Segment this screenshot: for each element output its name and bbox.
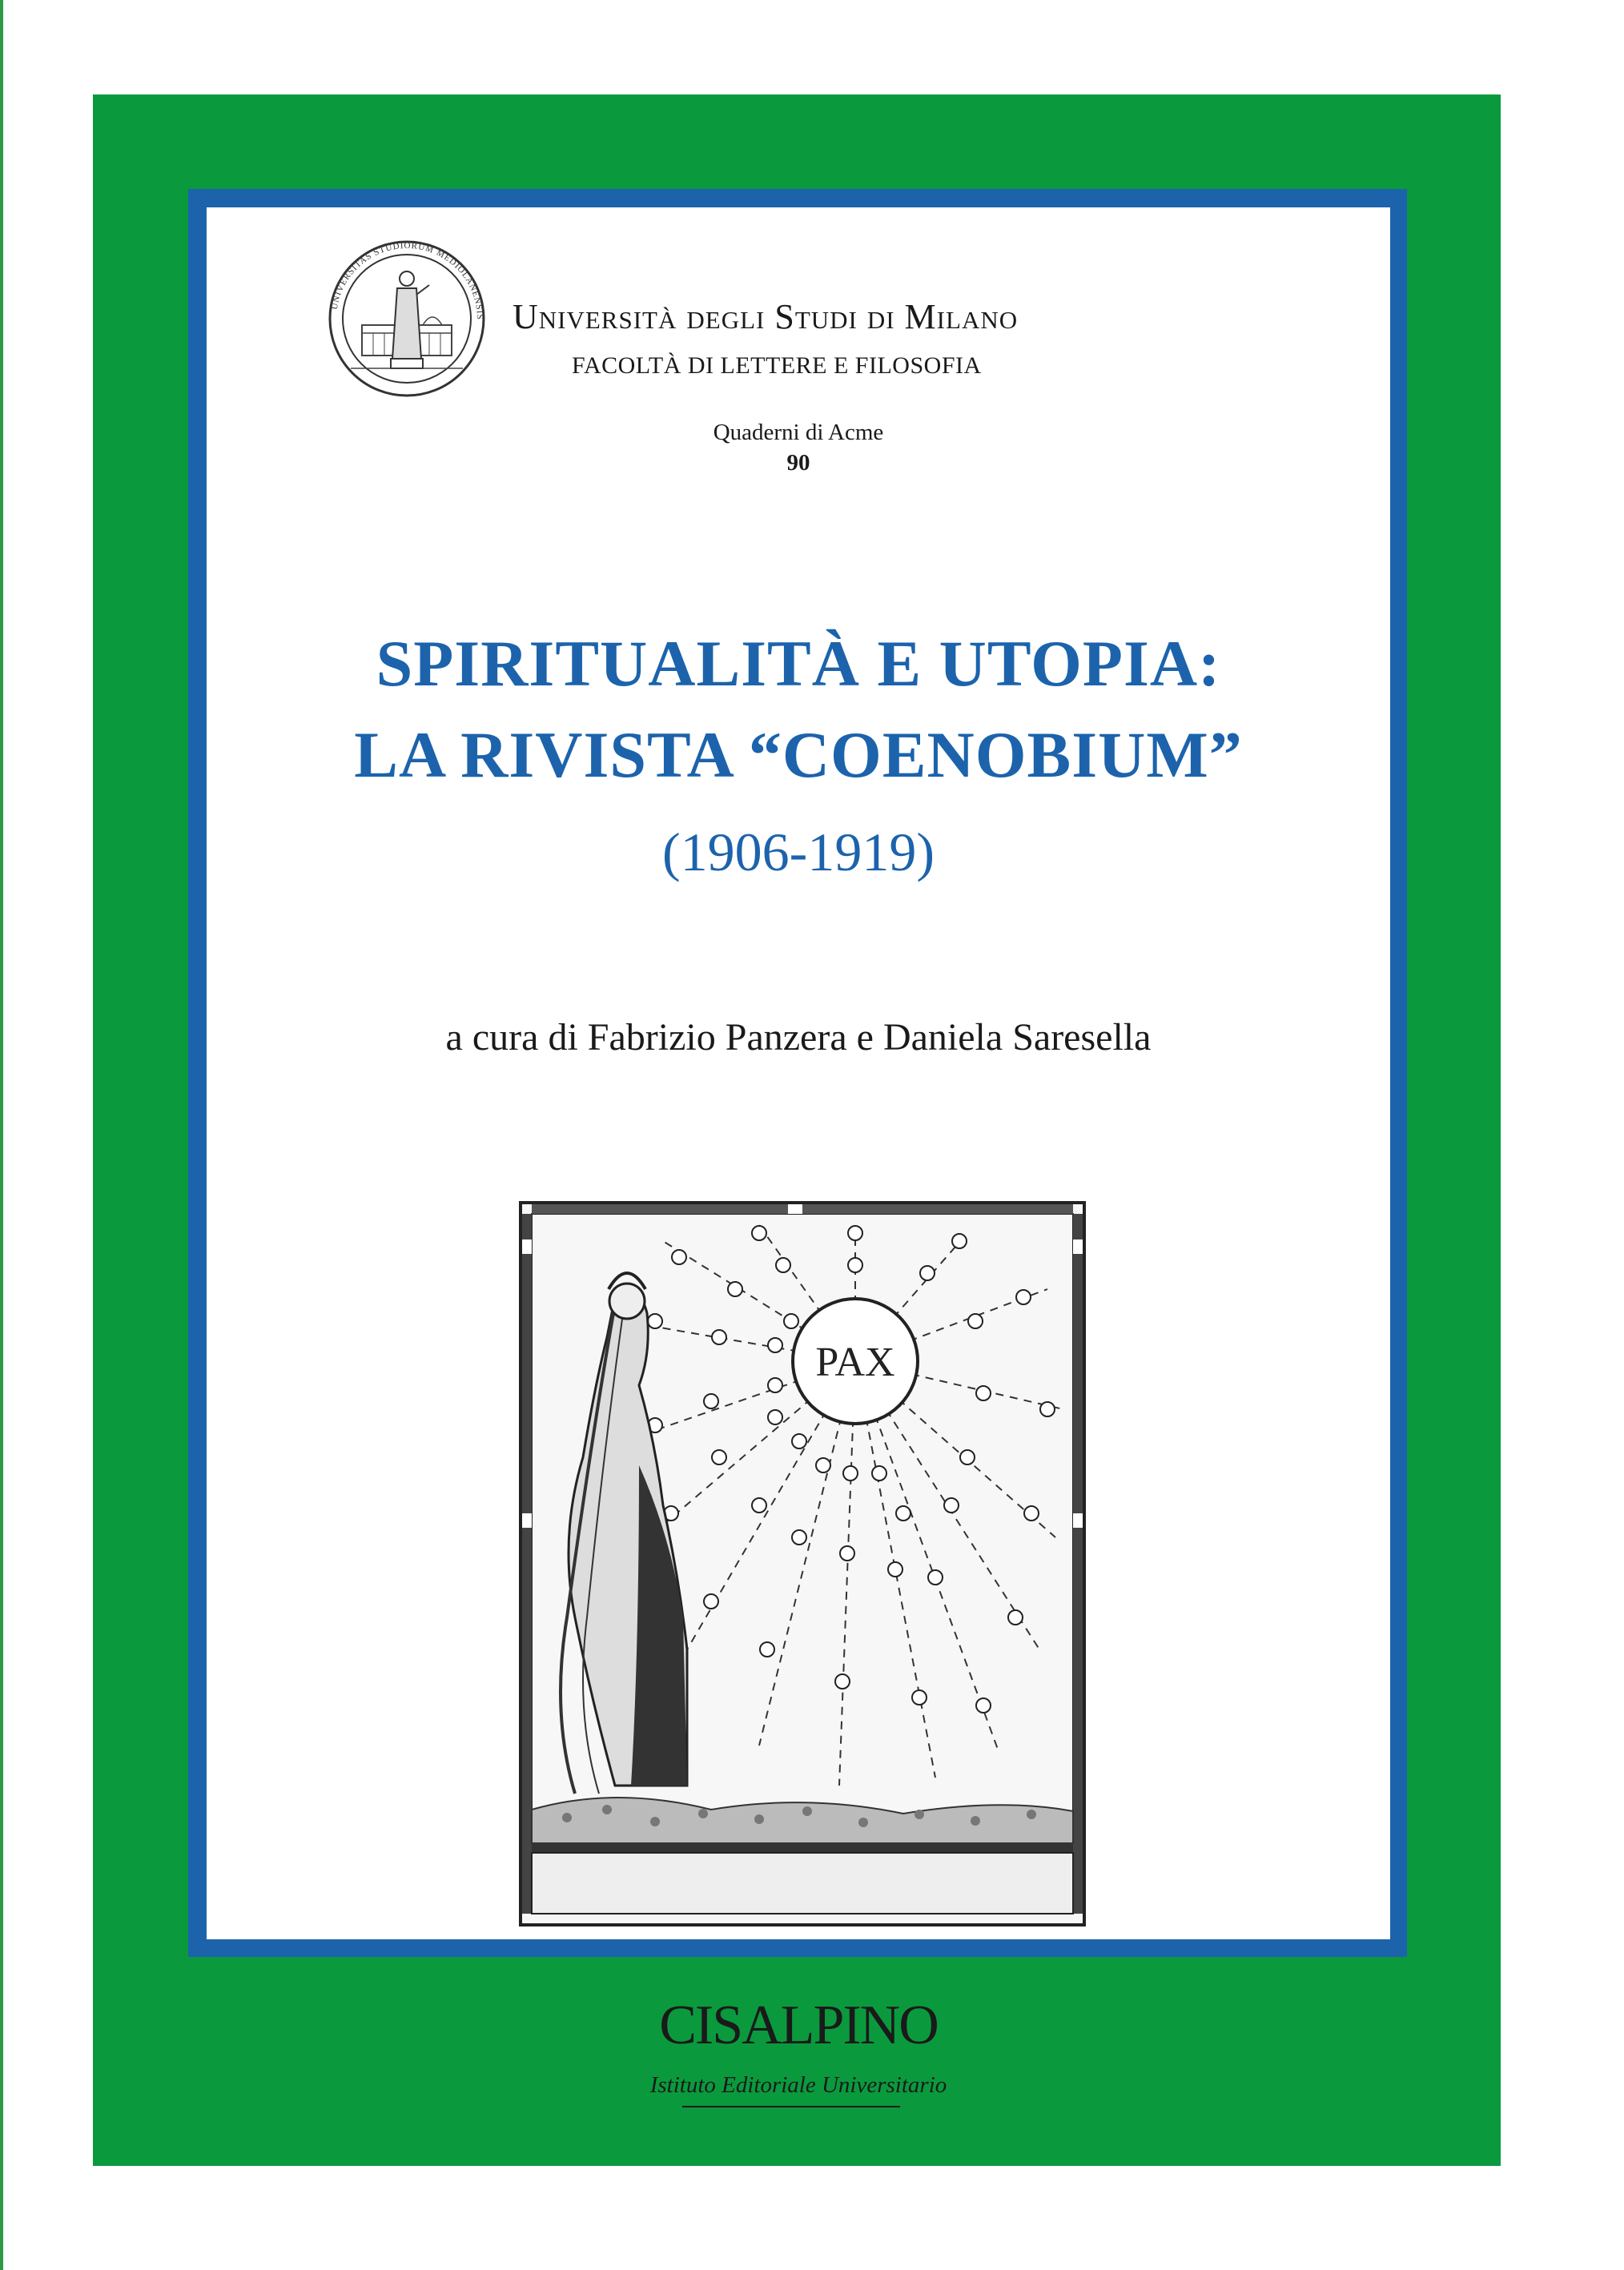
book-title-line-1: SPIRITUALITÀ E UTOPIA: xyxy=(376,627,1221,700)
series-name: Quaderni di Acme xyxy=(713,420,884,445)
university-seal xyxy=(327,239,487,399)
series-number: 90 xyxy=(786,450,810,476)
illustration-pax-text: PAX xyxy=(815,1340,895,1385)
publisher-logo: CISALPINO xyxy=(659,1995,938,2056)
page-edge xyxy=(0,0,3,2270)
seal-legend: UNIVERSITAS STUDIORUM MEDIOLANENSIS xyxy=(329,240,485,320)
publisher-subtitle: Istituto Editoriale Universitario xyxy=(649,2072,947,2098)
book-dates: (1906-1919) xyxy=(662,822,935,882)
faculty-name: FACOLTÀ DI LETTERE E FILOSOFIA xyxy=(572,352,982,379)
cover-illustration xyxy=(519,1201,1086,1926)
book-title-line-2: LA RIVISTA “COENOBIUM” xyxy=(354,718,1243,791)
university-name: Università degli Studi di Milano xyxy=(513,297,1019,336)
editors-line: a cura di Fabrizio Panzera e Daniela Saresella xyxy=(445,1016,1152,1059)
publisher-rule xyxy=(682,2106,900,2107)
